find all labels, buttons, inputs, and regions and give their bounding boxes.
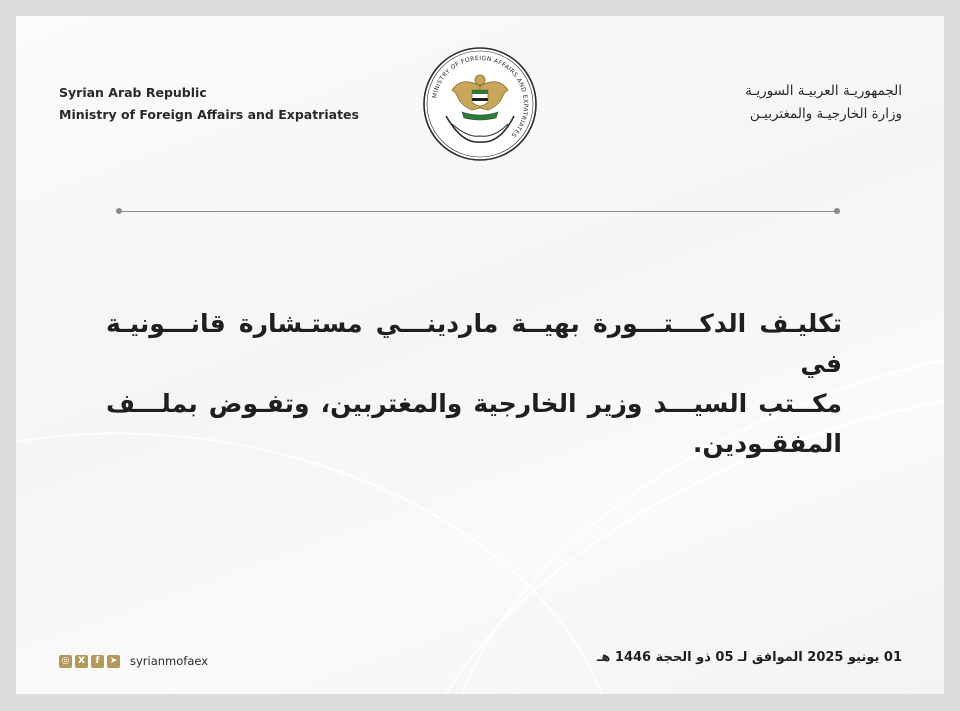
header-divider bbox=[118, 211, 837, 212]
ministry-name-ar: وزارة الخارجيـة والمغتربيـن bbox=[749, 106, 902, 122]
telegram-icon[interactable]: ➤ bbox=[107, 655, 120, 668]
arabic-header bbox=[745, 80, 902, 126]
headline-line-2: مكــتب السيـــد وزير الخارجية والمغتربين، وتفـوض بملـــف المفقـودين. bbox=[106, 389, 842, 458]
english-header bbox=[59, 82, 359, 126]
country-name-en: Syrian Arab Republic bbox=[59, 85, 207, 100]
ministry-name-en: Ministry of Foreign Affairs and Expatriates bbox=[59, 107, 359, 122]
divider-endpoint bbox=[116, 208, 122, 214]
headline-line-1: تكليـف الدكـــتـــورة بهيــة ماردينـــي مستـشارة قانـــونيـة في bbox=[106, 309, 842, 378]
x-icon[interactable]: X bbox=[75, 655, 88, 668]
statement-card bbox=[16, 16, 944, 694]
facebook-icon[interactable]: f bbox=[91, 655, 104, 668]
country-name-ar: الجمهوريـة العربيـة السوريـة bbox=[745, 83, 902, 99]
instagram-icon[interactable]: ◎ bbox=[59, 655, 72, 668]
ministry-seal-eagle-icon bbox=[422, 46, 538, 162]
seal-ring-text: MINISTRY OF FOREIGN AFFAIRS AND EXPATRIATES bbox=[431, 54, 530, 139]
publication-date: 01 يونيو 2025 الموافق لـ 05 ذو الحجة 1446 هـ bbox=[596, 650, 902, 665]
social-links bbox=[59, 653, 208, 669]
statement-headline bbox=[106, 304, 842, 464]
divider-endpoint bbox=[834, 208, 840, 214]
social-handle[interactable]: syrianmofaex bbox=[130, 654, 209, 668]
